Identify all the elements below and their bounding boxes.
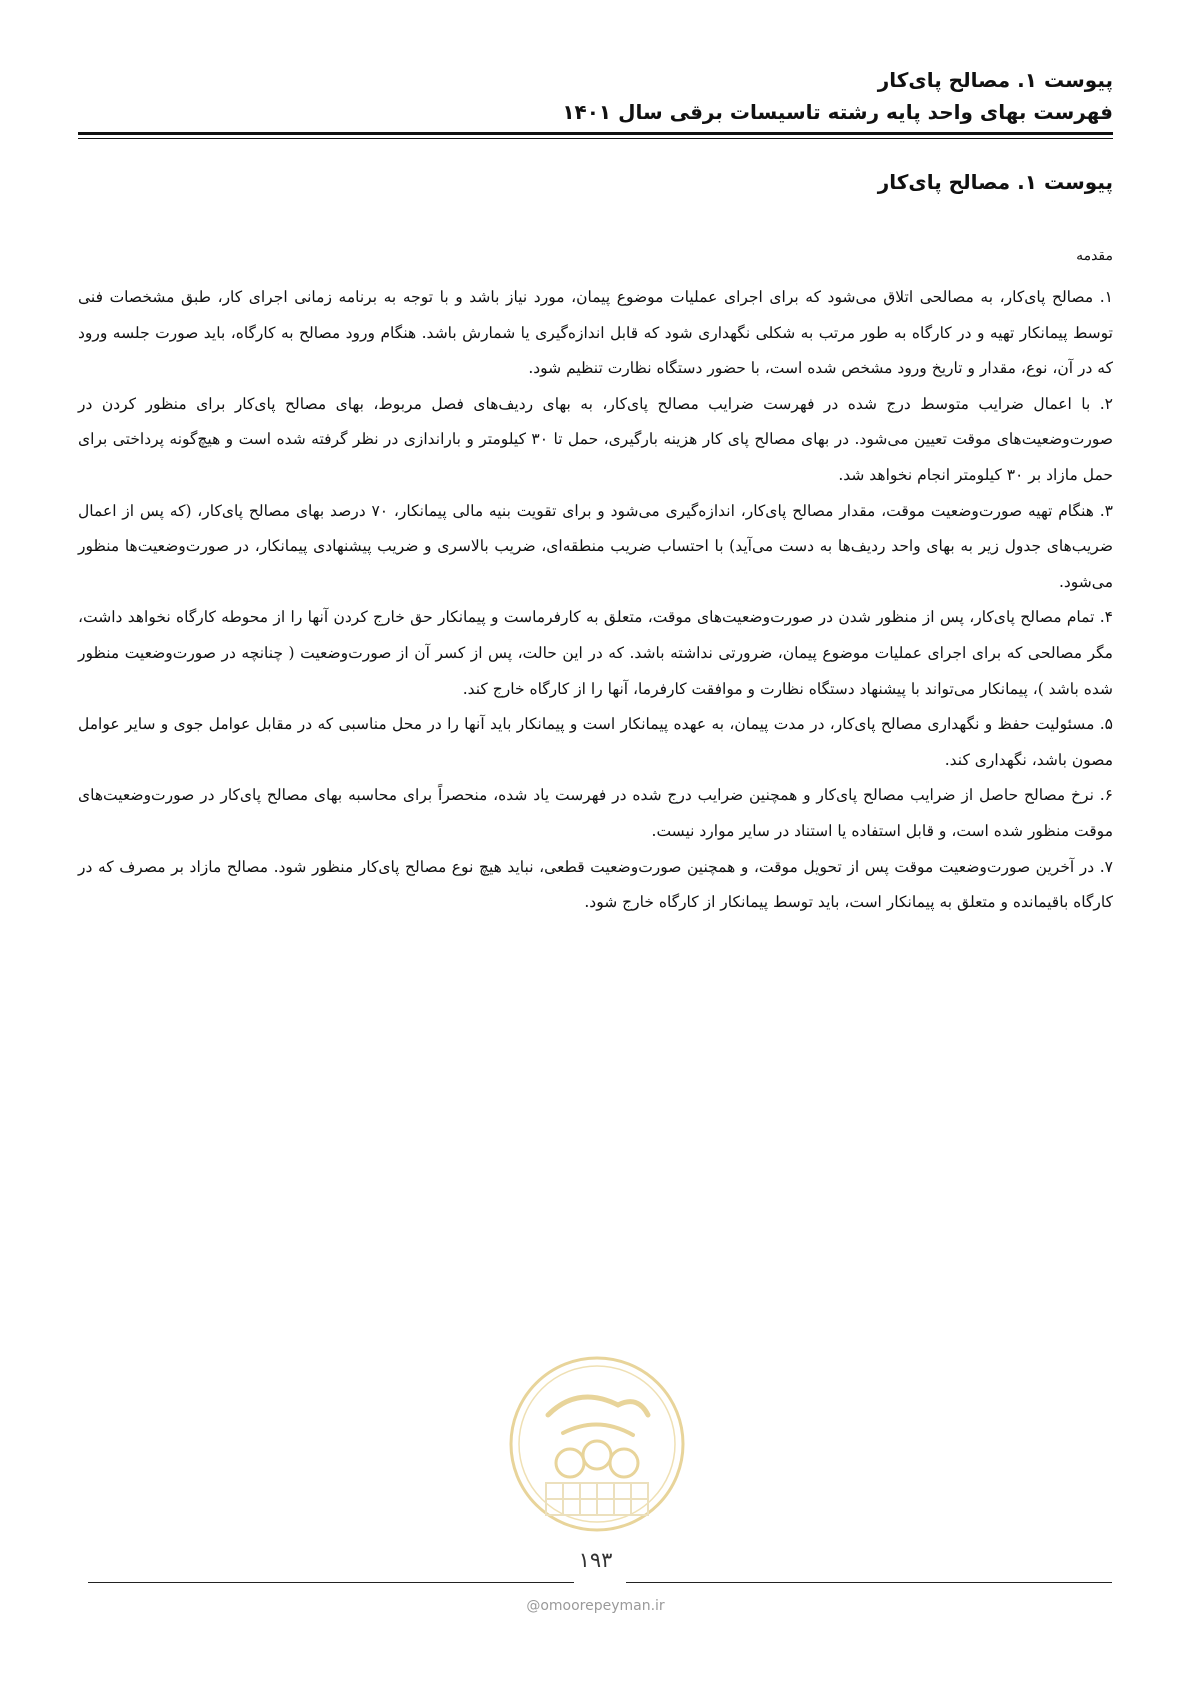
header-subtitle: فهرست بهای واحد پایه رشته تاسیسات برقی سال ۱۴۰۱ xyxy=(562,100,1113,124)
watermark-text: @omoorepeyman.ir xyxy=(526,1598,665,1614)
section-title: پیوست ۱. مصالح پای‌کار xyxy=(877,170,1113,194)
footer-divider-right xyxy=(626,1582,1112,1583)
page-number: ۱۹۳ xyxy=(578,1548,613,1572)
paragraph-1: ۱. مصالح پای‌کار، به مصالحی اتلاق می‌شود که برای اجرای عملیات موضوع پیمان، مورد نیاز باشد و با توجه به برنامه زمانی اجرای کار، طبق مشخصات فنی توسط پیمانکار تهیه و در کارگاه به طور مرتب به شکلی نگهداری شود که قابل اندازه‌گیری یا شمارش باشد. هنگام ورود مصالح به کارگاه، باید صورت جلسه ورود که در آن، نوع، مقدار و تاریخ ورود مشخص شده است، با حضور دستگاه نظارت تنظیم شود. xyxy=(78,288,1113,378)
paragraph-3: ۳. هنگام تهیه صورت‌وضعیت موقت، مقدار مصالح پای‌کار، اندازه‌گیری می‌شود و برای تقویت بنیه مالی پیمانکار، ۷۰ درصد بهای مصالح پای‌کار، (که پس از اعمال ضریب‌های جدول زیر به بهای واحد ردیف‌ها به دست می‌آید) با احتساب ضریب منطقه‌ای، ضریب بالاسری و ضریب پیشنهادی پیمانکار، در صورت‌وضعیت‌ها منظور می‌شود. xyxy=(78,501,1113,591)
header-divider xyxy=(78,132,1113,135)
paragraph-6: ۶. نرخ مصالح حاصل از ضرایب مصالح پای‌کار و همچنین ضرایب درج شده در فهرست یاد شده، منحصراً برای محاسبه بهای مصالح پای‌کار در صورت‌وضعیت‌های موقت منظور شده است، و قابل استفاده یا استناد در سایر موارد نیست. xyxy=(78,786,1113,840)
footer-divider-left xyxy=(88,1582,574,1583)
seal-logo-icon xyxy=(508,1355,686,1533)
body-text xyxy=(78,280,1113,921)
paragraph-5: ۵. مسئولیت حفظ و نگهداری مصالح پای‌کار، در مدت پیمان، به عهده پیمانکار است و پیمانکار باید آنها را در محل مناسبی که در مقابل عوامل جوی و سایر عوامل مصون باشد، نگهداری کند. xyxy=(78,715,1113,769)
paragraph-2: ۲. با اعمال ضرایب متوسط درج شده در فهرست ضرایب مصالح پای‌کار، به بهای ردیف‌های فصل مربوط، بهای مصالح پای‌کار برای منظور کردن در صورت‌وضعیت‌های موقت تعیین می‌شود. در بهای مصالح پای کار هزینه بارگیری، حمل تا ۳۰ کیلومتر و باراندازی در نظر گرفته شده است و هیچ‌گونه پرداختی برای حمل مازاد بر ۳۰ کیلومتر انجام نخواهد شد. xyxy=(78,394,1113,484)
intro-label: مقدمه xyxy=(1076,248,1113,264)
paragraph-4: ۴. تمام مصالح پای‌کار، پس از منظور شدن در صورت‌وضعیت‌های موقت، متعلق به کارفرماست و پیمانکار حق خارج کردن آنها را از محوطه کارگاه نخواهد داشت، مگر مصالحی که برای اجرای عملیات موضوع پیمان، ضرورتی نداشته باشد. که در این حالت، پس از کسر آن از صورت‌وضعیت ( چنانچه در صورت‌وضعیت منظور شده باشد )، پیمانکار می‌تواند با پیشنهاد دستگاه نظارت و موافقت کارفرما، آنها را از کارگاه خارج کند. xyxy=(78,608,1113,698)
paragraph-7: ۷. در آخرین صورت‌وضعیت موقت پس از تحویل موقت، و همچنین صورت‌وضعیت قطعی، نباید هیچ نوع مصالح پای‌کار منظور شود. مصالح مازاد بر مصرف که در کارگاه باقیمانده و متعلق به پیمانکار است، باید توسط پیمانکار از کارگاه خارج شود. xyxy=(78,857,1113,912)
page-header xyxy=(78,64,1113,128)
header-title: پیوست ۱. مصالح پای‌کار xyxy=(877,68,1113,92)
header-divider-thin xyxy=(78,138,1113,139)
